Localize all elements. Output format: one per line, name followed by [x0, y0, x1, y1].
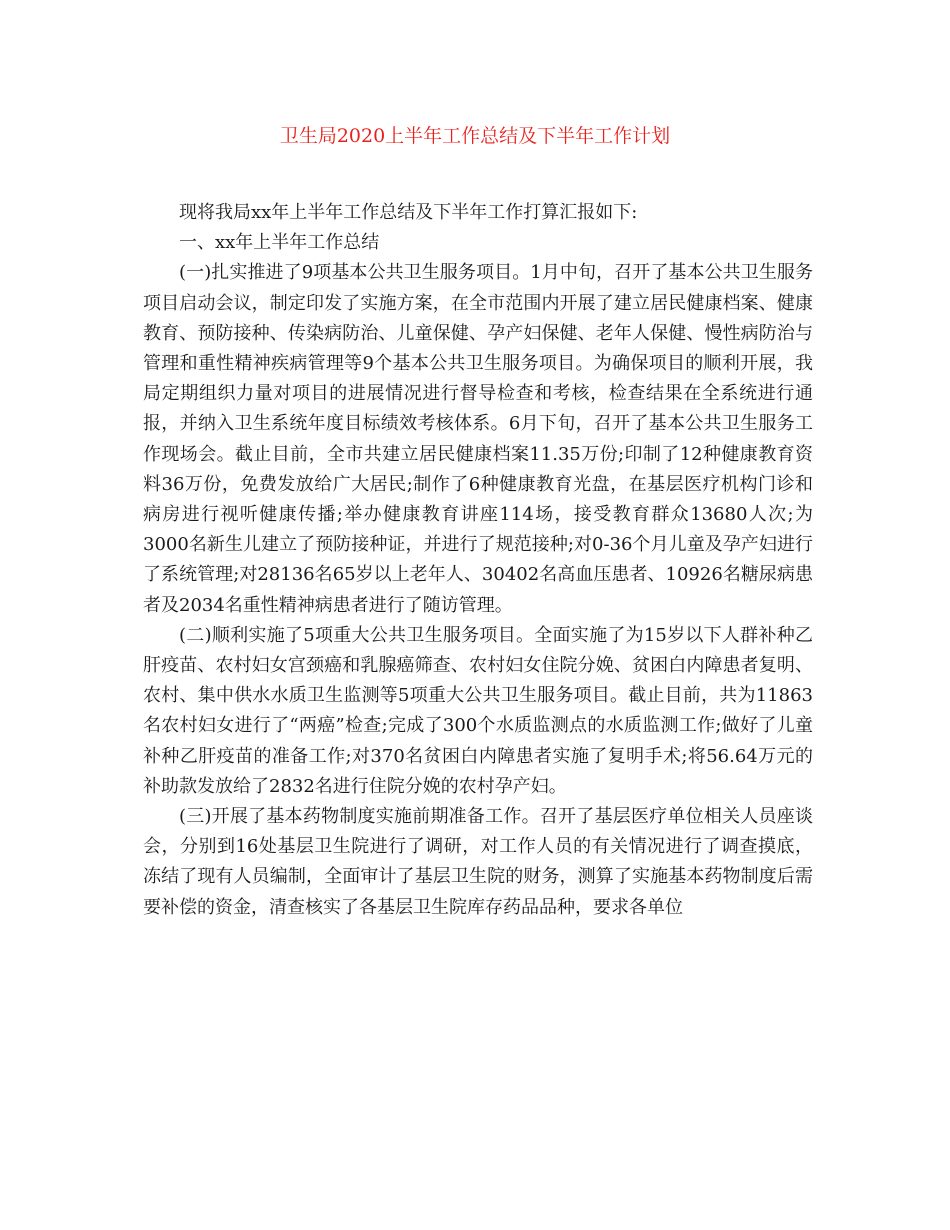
document-title: 卫生局2020上半年工作总结及下半年工作计划 [279, 125, 671, 147]
paragraph-basic-public-health: (一)扎实推进了9项基本公共卫生服务项目。1月中旬，召开了基本公共卫生服务项目启动会议，制定印发了实施方案，在全市范围内开展了建立居民健康档案、健康教育、预防接种、传染病防治、儿童保健、孕产妇保健、老年人保健、慢性病防治与管理和重性精神疾病管理等9个基本公共卫生服务项目。为确保项目的顺利开展，我局定期组织力量对项目的进展情况进行督导检查和考核，检查结果在全系统进行通报，并纳入卫生系统年度目标绩效考核体系。6月下旬，召开了基本公共卫生服务工作现场会。截止目前，全市共建立居民健康档案11.35万份;印制了12种健康教育资料36万份，免费发放给广大居民;制作了6种健康教育光盘，在基层医疗机构门诊和病房进行视听健康传播;举办健康教育讲座114场，接受教育群众13680人次;为3000名新生儿建立了预防接种证，并进行了规范接种;对0-36个月儿童及孕产妇进行了系统管理;对28136名65岁以上老年人、30402名高血压患者、10926名糖尿病患者及2034名重性精神病患者进行了随访管理。 [143, 262, 813, 616]
paragraph-major-public-health: (二)顺利实施了5项重大公共卫生服务项目。全面实施了为15岁以下人群补种乙肝疫苗、农村妇女宫颈癌和乳腺癌筛查、农村妇女住院分娩、贫困白内障患者复明、农村、集中供水水质卫生监测等5项重大公共卫生服务项目。截止目前，共为11863名农村妇女进行了“两癌”检查;完成了300个水质监测点的水质监测工作;做好了儿童补种乙肝疫苗的准备工作;对370名贫困白内障患者实施了复明手术;将56.64万元的补助款发放给了2832名进行住院分娩的农村孕产妇。 [143, 624, 813, 797]
section-heading: 一、xx年上半年工作总结 [179, 232, 380, 254]
paragraph-essential-drugs: (三)开展了基本药物制度实施前期准备工作。召开了基层医疗单位相关人员座谈会，分别到16处基层卫生院进行了调研，对工作人员的有关情况进行了调查摸底，冻结了现有人员编制，全面审计了基层卫生院的财务，测算了实施基本药物制度后需要补偿的资金，清查核实了各基层卫生院库存药品品种，要求各单位 [143, 806, 813, 918]
intro-paragraph: 现将我局xx年上半年工作总结及下半年工作打算汇报如下: [179, 202, 638, 223]
document-body [143, 198, 813, 923]
